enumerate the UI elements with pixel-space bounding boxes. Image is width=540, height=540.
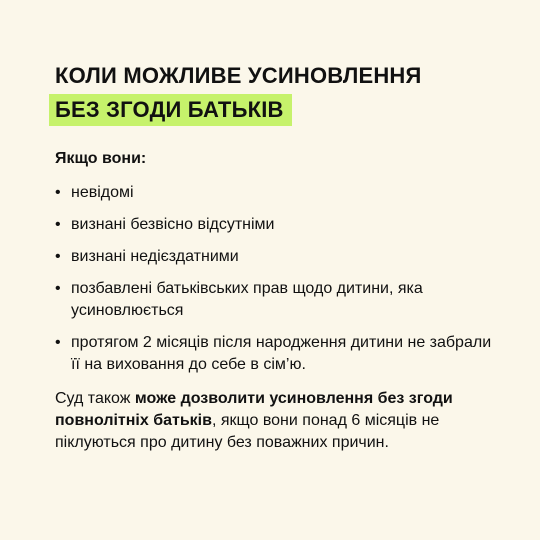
list-item-text: протягом 2 місяців після народження дитини не забрали її на виховання до себе в сім’ю. bbox=[71, 334, 492, 373]
list-item bbox=[55, 332, 495, 376]
page-title bbox=[55, 60, 495, 126]
footer-text-bold: може дозволити усиновлення без згоди повнолітніх батьків bbox=[55, 390, 453, 429]
list-item-text: позбавлені батьківських прав щодо дитини, яка усиновлюється bbox=[71, 280, 423, 319]
list-item bbox=[55, 182, 495, 204]
list-item-text: визнані недієздатними bbox=[71, 248, 239, 265]
footer-paragraph bbox=[55, 388, 495, 454]
conditions-list bbox=[55, 182, 495, 376]
intro-text: Якщо вони: bbox=[55, 150, 147, 167]
list-item-text: визнані безвісно відсутніми bbox=[71, 216, 275, 233]
footer-text-before: Суд також bbox=[55, 390, 135, 407]
list-item bbox=[55, 246, 495, 268]
info-card bbox=[55, 60, 495, 470]
bullet-icon: • bbox=[55, 184, 61, 201]
list-item bbox=[55, 214, 495, 236]
bullet-icon: • bbox=[55, 248, 61, 265]
title-line-2-highlighted: БЕЗ ЗГОДИ БАТЬКІВ bbox=[49, 94, 292, 127]
list-item bbox=[55, 278, 495, 322]
title-line-1: КОЛИ МОЖЛИВЕ УСИНОВЛЕННЯ bbox=[55, 63, 422, 88]
footer-text-after: , якщо вони понад 6 місяців не піклуються про дитину без поважних причин. bbox=[55, 412, 440, 451]
bullet-icon: • bbox=[55, 216, 61, 233]
bullet-icon: • bbox=[55, 280, 61, 297]
list-item-text: невідомі bbox=[71, 184, 134, 201]
bullet-icon: • bbox=[55, 334, 61, 351]
